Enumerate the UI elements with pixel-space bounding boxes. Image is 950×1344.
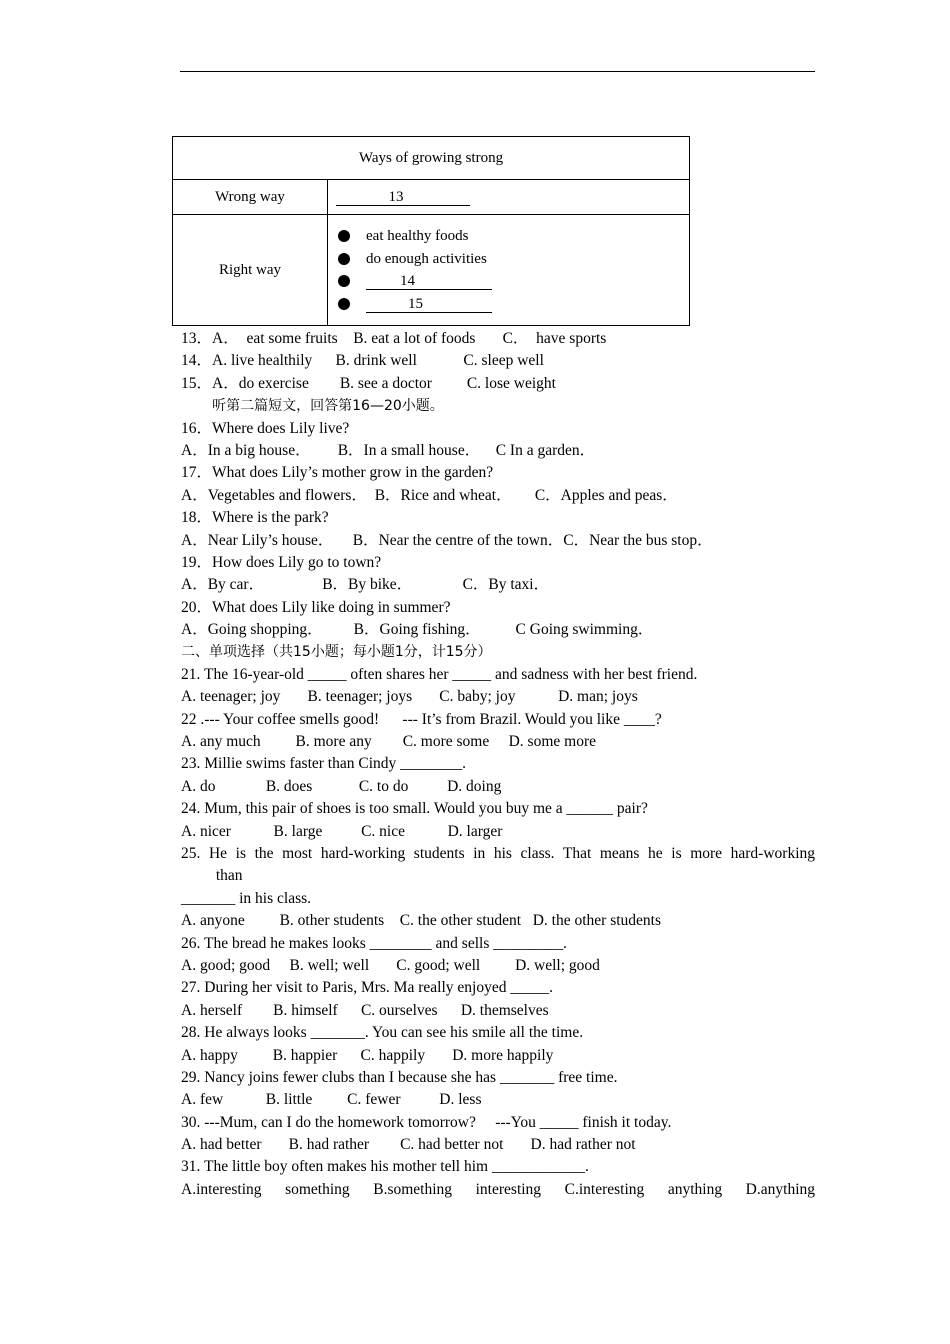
question-line: A. anyone B. other students C. the other student D. the other students bbox=[181, 912, 662, 930]
question-line: A. nicer B. large C. nice D. larger bbox=[181, 822, 503, 840]
questions bbox=[181, 328, 815, 1201]
section-heading: 二、单项选择（共15小题；每小题1分，计15分） bbox=[181, 644, 492, 661]
question-line: A. had better B. had rather C. had better not D. had rather not bbox=[181, 1136, 636, 1154]
question-line: 30. ---Mum, can I do the homework tomorrow? ---You _____ finish it today. bbox=[181, 1113, 672, 1131]
question-line: 29. Nancy joins fewer clubs than I because she has _______ free time. bbox=[181, 1068, 618, 1086]
question-line: than bbox=[181, 867, 243, 885]
list-item: eat healthy foods bbox=[338, 225, 689, 248]
blank-14: 14 bbox=[366, 273, 492, 290]
wrong-way-cell bbox=[328, 180, 690, 215]
question-line: 24. Mum, this pair of shoes is too small. Would you buy me a ______ pair? bbox=[181, 800, 648, 818]
question-line: 25. He is the most hard-working students in his class. That means he is more hard-working bbox=[181, 844, 815, 862]
question-line: 20．What does Lily like doing in summer? bbox=[181, 598, 451, 616]
question-line: A．Near Lily’s house． B．Near the centre of the town．C．Near the bus stop． bbox=[181, 531, 713, 549]
question-line: A．In a big house． B．In a small house． C In a garden． bbox=[181, 441, 596, 459]
question-line: 28. He always looks _______. You can see his smile all the time. bbox=[181, 1024, 584, 1042]
section-instruction: 听第二篇短文，回答第16—20小题。 bbox=[181, 398, 444, 415]
question-line: 23. Millie swims faster than Cindy ________. bbox=[181, 755, 467, 773]
list-item bbox=[338, 270, 689, 293]
header-rule bbox=[180, 71, 815, 72]
question-line: 17．What does Lily’s mother grow in the garden? bbox=[181, 464, 494, 482]
question-line: 22 .--- Your coffee smells good! --- It’s from Brazil. Would you like ____? bbox=[181, 710, 662, 728]
list-item: do enough activities bbox=[338, 248, 689, 271]
question-line: 27. During her visit to Paris, Mrs. Ma really enjoyed _____. bbox=[181, 979, 553, 997]
question-line: A. few B. little C. fewer D. less bbox=[181, 1091, 482, 1109]
question-line: 19．How does Lily go to town? bbox=[181, 553, 382, 571]
question-line: A. good; good B. well; well C. good; well D. well; good bbox=[181, 956, 600, 974]
question-line: _______ in his class. bbox=[181, 889, 312, 907]
question-line: A．Vegetables and flowers． B．Rice and wheat． C．Apples and peas． bbox=[181, 486, 678, 504]
ways-table bbox=[172, 136, 690, 326]
wrong-way-label: Wrong way bbox=[173, 180, 328, 215]
list-item bbox=[338, 293, 689, 316]
question-line: A. happy B. happier C. happily D. more happily bbox=[181, 1046, 554, 1064]
question-line: 26. The bread he makes looks ________ and sells _________. bbox=[181, 934, 567, 952]
question-line: 16．Where does Lily live? bbox=[181, 419, 350, 437]
question-line: 18．Where is the park? bbox=[181, 509, 329, 527]
question-line: A．By car． B．By bike． C．By taxi． bbox=[181, 576, 550, 594]
blank-15: 15 bbox=[366, 296, 492, 313]
question-line: A. herself B. himself C. ourselves D. themselves bbox=[181, 1001, 549, 1019]
question-line: 13．A． eat some fruits B. eat a lot of foods C． have sports bbox=[181, 330, 607, 347]
question-line: A. do B. does C. to do D. doing bbox=[181, 777, 502, 795]
question-line: A．Going shopping． B．Going fishing． C Going swimming． bbox=[181, 621, 654, 639]
question-line: 15．A．do exercise B. see a doctor C. lose weight bbox=[181, 374, 556, 392]
question-line: 21. The 16-year-old _____ often shares her _____ and sadness with her best friend. bbox=[181, 665, 698, 683]
table-title: Ways of growing strong bbox=[173, 137, 690, 180]
question-line: A. any much B. more any C. more some D. some more bbox=[181, 733, 596, 751]
question-line: 31. The little boy often makes his mother tell him ____________. bbox=[181, 1158, 589, 1176]
question-line: 14．A. live healthily B. drink well C. sleep well bbox=[181, 352, 544, 370]
question-line: A. teenager; joy B. teenager; joys C. baby; joy D. man; joys bbox=[181, 688, 638, 706]
right-way-list bbox=[328, 225, 689, 315]
blank-13: 13 bbox=[336, 189, 470, 206]
question-line: A.interesting something B.something interesting C.interesting anything D.anything bbox=[181, 1180, 815, 1198]
right-way-cell bbox=[328, 215, 690, 326]
right-way-label: Right way bbox=[173, 215, 328, 326]
